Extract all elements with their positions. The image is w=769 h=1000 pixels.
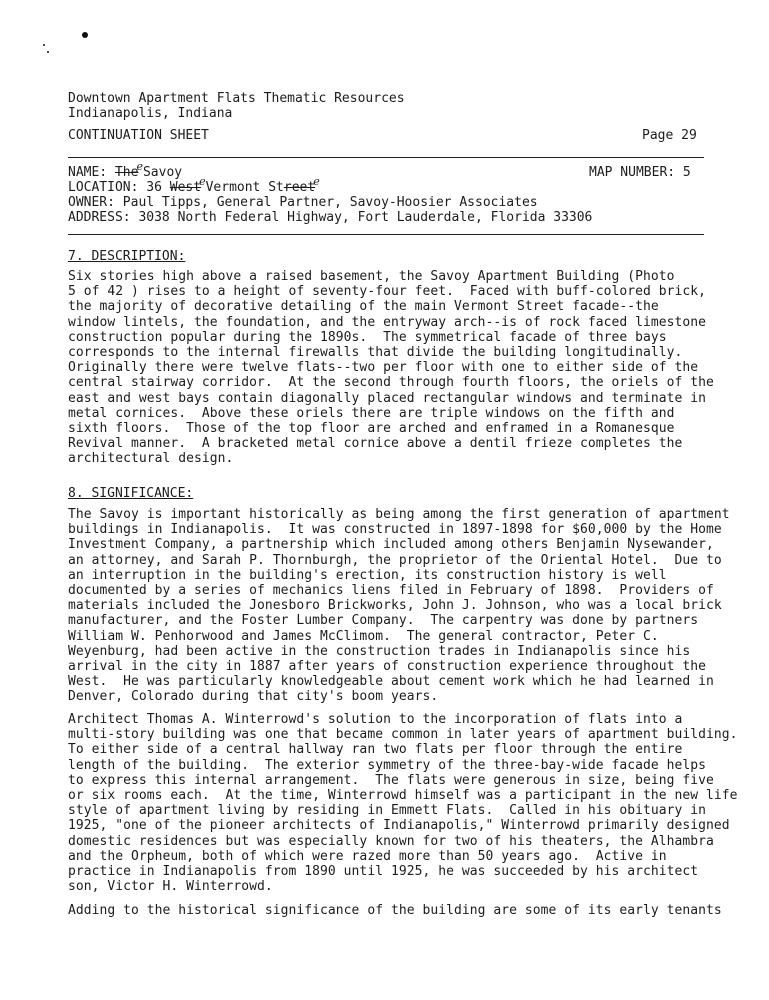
text-line: multi-story building was one that became common in later years of apartment building. bbox=[68, 727, 738, 743]
handwritten-correction: e bbox=[313, 175, 320, 188]
header-location: Indianapolis, Indiana bbox=[68, 106, 233, 121]
location-struck-text: West bbox=[169, 180, 202, 195]
text-line: 5 of 42 ) rises to a height of seventy-four feet. Faced with buff-colored brick, bbox=[68, 284, 707, 300]
location-street-abbrev: St bbox=[268, 180, 284, 195]
text-line: an interruption in the building's erection, its construction history is well bbox=[68, 567, 667, 583]
text-line: an attorney, and Sarah P. Thornburgh, the proprietor of the Oriental Hotel. Due to bbox=[68, 552, 722, 568]
text-line: Six stories high above a raised basement, the Savoy Apartment Building (Photo bbox=[68, 269, 675, 284]
ink-speck bbox=[43, 44, 45, 46]
description-body bbox=[68, 269, 714, 467]
location-row bbox=[68, 175, 320, 195]
description-heading: 7. DESCRIPTION: bbox=[68, 249, 186, 264]
address-row: ADDRESS: 3038 North Federal Highway, Fort Lauderdale, Florida 33306 bbox=[68, 210, 593, 225]
continuation-sheet-label: CONTINUATION SHEET bbox=[68, 128, 209, 143]
name-struck-text: The bbox=[114, 165, 139, 180]
header-title: Downtown Apartment Flats Thematic Resources bbox=[68, 91, 405, 106]
text-line: architectural design. bbox=[68, 451, 234, 467]
handwritten-correction: e bbox=[199, 175, 206, 188]
owner-row: OWNER: Paul Tipps, General Partner, Savoy-Hoosier Associates bbox=[68, 195, 538, 210]
ink-speck bbox=[47, 51, 49, 53]
text-line: length of the building. The exterior symmetry of the three-bay-wide facade helps bbox=[68, 757, 707, 773]
map-number-value: 5 bbox=[682, 165, 691, 180]
text-line: West. He was particularly knowledgeable about cement work which he had learned in bbox=[68, 674, 714, 690]
text-line: to express this internal arrangement. The flats were generous in size, being five bbox=[68, 772, 714, 788]
text-line: construction popular during the 1890s. The symmetrical facade of three bays bbox=[68, 329, 667, 345]
page-number: Page 29 bbox=[642, 128, 697, 143]
text-line: corresponds to the internal firewalls that divide the building longitudinally. bbox=[68, 345, 683, 361]
significance-paragraph-3 bbox=[68, 903, 722, 918]
text-line: window lintels, the foundation, and the entryway arch--is of rock faced limestone bbox=[68, 314, 707, 330]
text-line: and the Orpheum, both of which were razed more than 50 years ago. Active in bbox=[68, 848, 667, 864]
location-street: Vermont bbox=[205, 180, 261, 195]
name-label: NAME: bbox=[68, 165, 108, 180]
text-line: or six rooms each. At the time, Winterrowd himself was a participant in the new life bbox=[68, 788, 738, 804]
significance-paragraph-2 bbox=[68, 712, 738, 895]
text-line: domestic residences but was especially known for two of his theaters, the Alhambra bbox=[68, 833, 714, 849]
location-number: 36 bbox=[146, 180, 162, 195]
text-line: materials included the Jonesboro Brickworks, John J. Johnson, who was a local brick bbox=[68, 598, 722, 614]
text-line: Originally there were twelve flats--two per floor with one to either side of the bbox=[68, 360, 699, 376]
significance-paragraph-1 bbox=[68, 507, 730, 705]
text-line: Adding to the historical significance of the building are some of its early tenants bbox=[68, 903, 722, 918]
name-row bbox=[68, 160, 183, 180]
property-name: Savoy bbox=[142, 165, 183, 180]
text-line: manufacturer, and the Foster Lumber Company. The carpentry was done by partners bbox=[68, 613, 699, 629]
text-line: documented by a series of mechanics liens filed in February of 1898. Providers of bbox=[68, 583, 714, 599]
text-line: The Savoy is important historically as being among the first generation of apartment bbox=[68, 507, 730, 522]
text-line: style of apartment living by residing in Emmett Flats. Called in his obituary in bbox=[68, 803, 707, 819]
handwritten-correction: e bbox=[136, 160, 143, 173]
text-line: central stairway corridor. At the second through fourth floors, the oriels of the bbox=[68, 375, 714, 391]
text-line: 1925, "one of the pioneer architects of Indianapolis," Winterrowd primarily designed bbox=[68, 818, 730, 834]
text-line: east and west bays contain diagonally placed rectangular windows and terminate in bbox=[68, 390, 707, 406]
location-label: LOCATION: bbox=[68, 180, 139, 195]
text-line: To either side of a central hallway ran two flats per floor through the entire bbox=[68, 742, 683, 758]
map-number bbox=[589, 165, 691, 180]
text-line: Investment Company, a partnership which included among others Benjamin Nysewander, bbox=[68, 537, 714, 553]
header-rule bbox=[68, 157, 704, 158]
significance-heading: 8. SIGNIFICANCE: bbox=[68, 486, 194, 501]
text-line: arrival in the city in 1887 after years of construction experience throughout the bbox=[68, 659, 707, 675]
text-line: practice in Indianapolis from 1890 until 1925, he was succeeded by his architect bbox=[68, 864, 699, 880]
text-line: Weyenburg, had been active in the construction trades in Indianapolis since his bbox=[68, 643, 691, 659]
record-rule bbox=[68, 234, 704, 235]
text-line: the majority of decorative detailing of the main Vermont Street facade--the bbox=[68, 299, 659, 315]
text-line: Revival manner. A bracketed metal cornice above a dentil frieze completes the bbox=[68, 436, 683, 452]
map-number-label: MAP NUMBER: bbox=[589, 165, 676, 180]
ink-mark bbox=[82, 32, 88, 38]
text-line: Denver, Colorado during that city's boom years. bbox=[68, 689, 439, 705]
text-line: metal cornices. Above these oriels there are triple windows on the fifth and bbox=[68, 405, 675, 421]
text-line: buildings in Indianapolis. It was constructed in 1897-1898 for $60,000 by the Home bbox=[68, 522, 722, 538]
text-line: William W. Penhorwood and James McClimom. The general contractor, Peter C. bbox=[68, 628, 659, 644]
text-line: sixth floors. Those of the top floor are arched and enframed in a Romanesque bbox=[68, 421, 675, 437]
text-line: Architect Thomas A. Winterrowd's solution to the incorporation of flats into a bbox=[68, 712, 683, 727]
text-line: son, Victor H. Winterrowd. bbox=[68, 879, 273, 895]
location-struck-text-2: reet bbox=[283, 180, 316, 195]
